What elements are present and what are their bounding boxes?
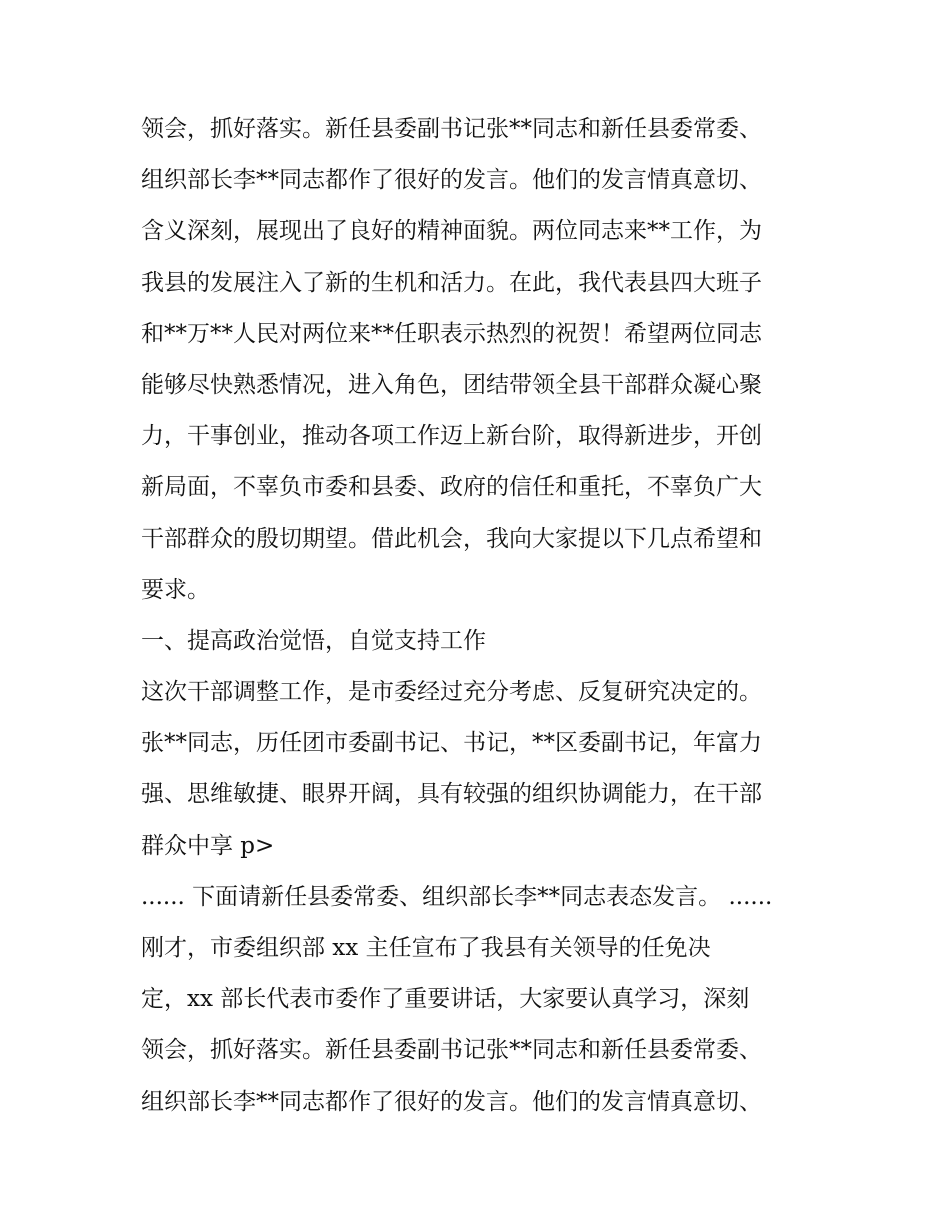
text-line: 强、思维敏捷、眼界开阔，具有较强的组织协调能力，在干部 [141,781,762,808]
text-line: 我县的发展注入了新的生机和活力。在此，我代表县四大班子 [141,269,762,296]
body-text [141,104,821,1128]
text-line: 定，xx 部长代表市委作了重要讲话，大家要认真学习，深刻 [141,986,750,1013]
text-line: 这次干部调整工作，是市委经过充分考虑、反复研究决定的。 [141,679,762,706]
text-line: 张**同志，历任团市委副书记、书记，**区委副书记，年富力 [141,730,762,757]
text-line: 能够尽快熟悉情况，进入角色，团结带领全县干部群众凝心聚 [141,371,762,398]
text-line: 刚才，市委组织部 xx 主任宣布了我县有关领导的任免决 [141,935,711,961]
text-line: 干部群众的殷切期望。借此机会，我向大家提以下几点希望和 [141,525,762,552]
text-line: 要求。 [141,576,210,603]
text-line: 组织部长李**同志都作了很好的发言。他们的发言情真意切、 [141,1088,762,1115]
text-line: 组织部长李**同志都作了很好的发言。他们的发言情真意切、 [141,167,762,194]
text-line: 力，干事创业，推动各项工作迈上新台阶，取得新进步，开创 [141,423,762,450]
text-line: ...... 下面请新任县委常委、组织部长李**同志表态发言。 ...... [141,883,773,910]
text-line: 含义深刻，展现出了良好的精神面貌。两位同志来**工作，为 [141,218,762,245]
text-line: 群众中享 p> [141,832,275,859]
text-line: 和**万**人民对两位来**任职表示热烈的祝贺！希望两位同志 [141,320,762,347]
text-line: 领会，抓好落实。新任县委副书记张**同志和新任县委常委、 [141,1037,762,1064]
text-line: 新局面，不辜负市委和县委、政府的信任和重托，不辜负广大 [141,474,762,501]
section-heading: 一、提高政治觉悟，自觉支持工作 [141,627,486,654]
text-line: 领会，抓好落实。新任县委副书记张**同志和新任县委常委、 [141,116,762,142]
